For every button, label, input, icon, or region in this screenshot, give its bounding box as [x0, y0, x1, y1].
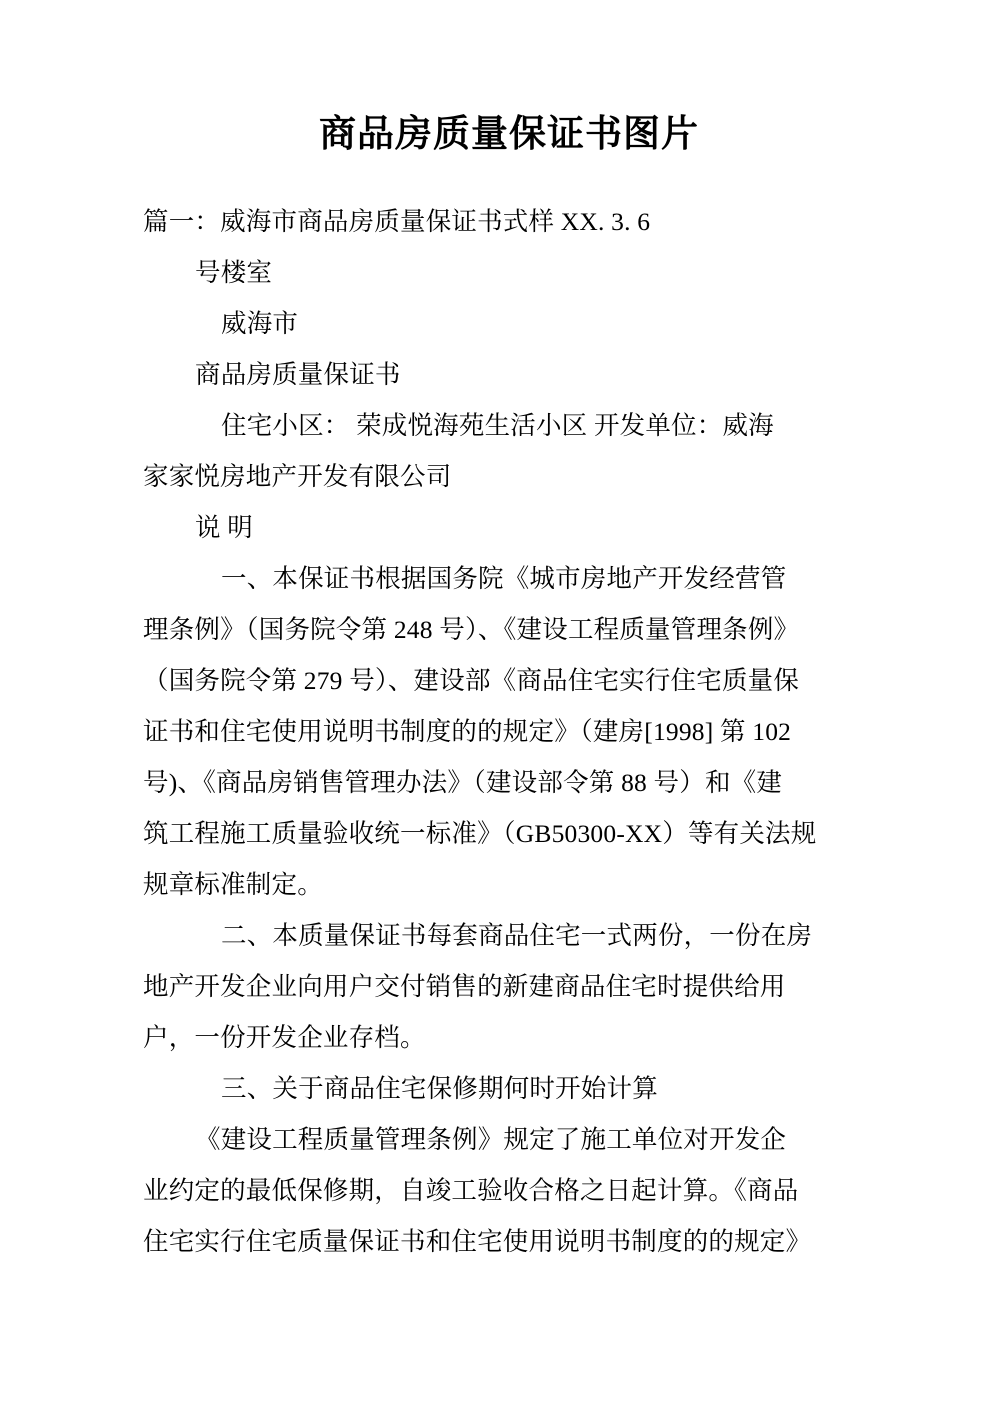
- text-line: 住宅实行住宅质量保证书和住宅使用说明书制度的的规定》: [143, 1227, 812, 1257]
- text-line: 威海市: [221, 309, 299, 339]
- text-line: 业约定的最低保修期，自竣工验收合格之日起计算。《商品: [143, 1176, 799, 1206]
- document-body: [143, 196, 875, 1267]
- text-line: 篇一：威海市商品房质量保证书式样 XX. 3. 6: [143, 207, 651, 237]
- text-line: 一、本保证书根据国务院《城市房地产开发经营管: [221, 564, 787, 594]
- text-line: 号)、《商品房销售管理办法》（建设部令第 88 号）和《建: [143, 768, 783, 798]
- text-line: 规章标准制定。: [143, 870, 323, 900]
- text-line: 说 明: [195, 513, 253, 543]
- text-line: 商品房质量保证书: [195, 360, 401, 390]
- text-line: 住宅小区： 荣成悦海苑生活小区 开发单位：威海: [221, 411, 774, 441]
- text-line: 号楼室: [195, 258, 273, 288]
- text-line: 户，一份开发企业存档。: [143, 1023, 426, 1053]
- text-line: （国务院令第 279 号）、建设部《商品住宅实行住宅质量保: [143, 666, 800, 696]
- text-line: 三、关于商品住宅保修期何时开始计算: [221, 1074, 658, 1104]
- text-line: 二、本质量保证书每套商品住宅一式两份，一份在房: [221, 921, 813, 951]
- text-line: 家家悦房地产开发有限公司: [143, 462, 452, 492]
- text-line: 理条例》（国务院令第 248 号）、《建设工程质量管理条例》: [143, 615, 800, 645]
- page-title: 商品房质量保证书图片: [319, 113, 699, 154]
- text-line: 证书和住宅使用说明书制度的的规定》（建房[1998] 第 102: [143, 717, 792, 747]
- text-line: 《建设工程质量管理条例》规定了施工单位对开发企: [195, 1125, 787, 1155]
- text-line: 地产开发企业向用户交付销售的新建商品住宅时提供给用: [143, 972, 786, 1002]
- text-line: 筑工程施工质量验收统一标准》（GB50300-XX）等有关法规: [143, 819, 817, 849]
